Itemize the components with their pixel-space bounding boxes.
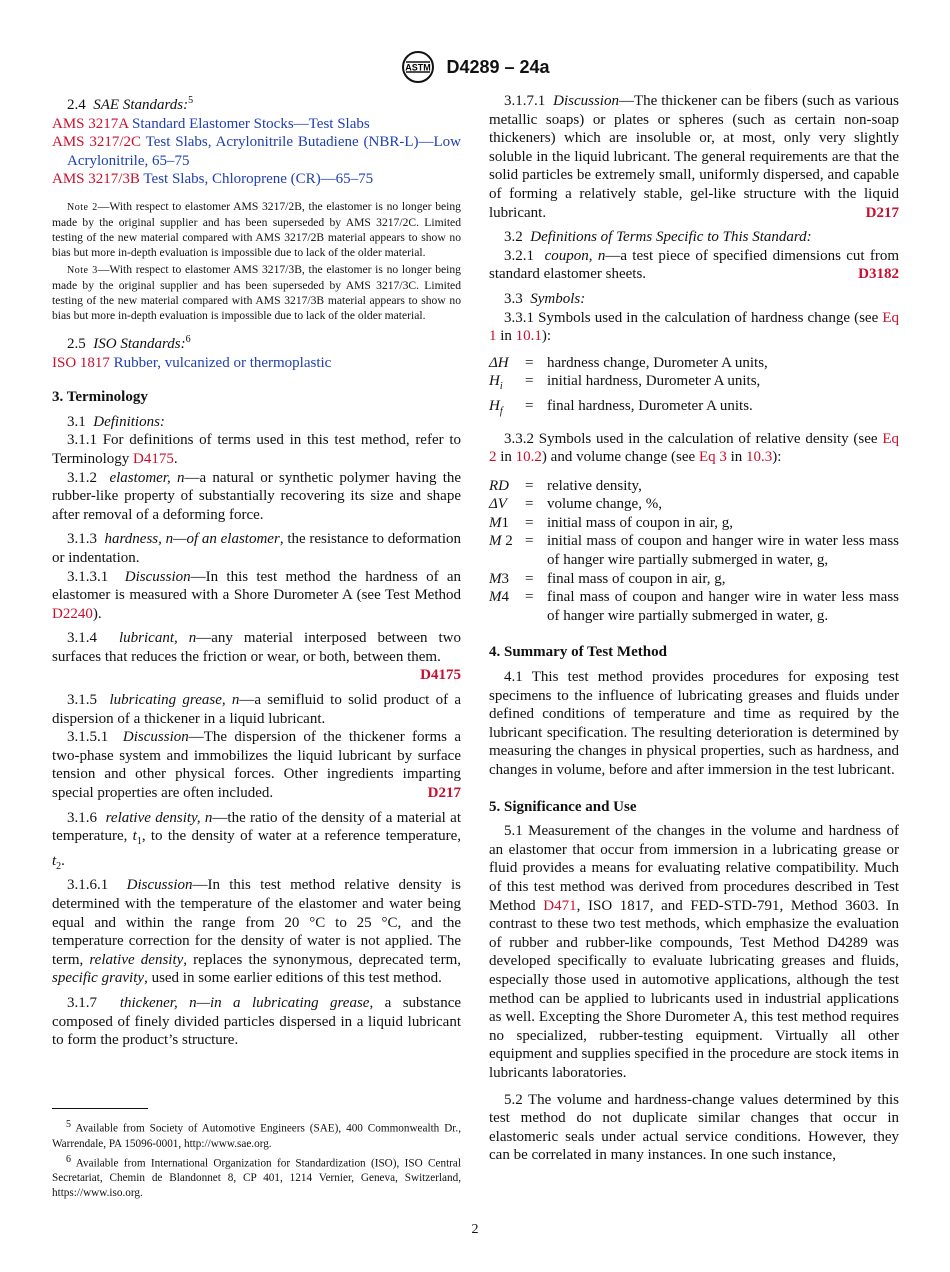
d4175-link[interactable]: D4175: [133, 450, 174, 467]
para-3-2: 3.2 Definitions of Terms Specific to This Standard:: [504, 229, 812, 246]
para-3-1-6: 3.1.6 relative density, n—the ratio of the density of a material at temperature, $t_1$, to the density of water at a reference temperature, $t_2$.: [52, 809, 461, 872]
page-header: [0, 50, 950, 84]
footnote-6: $^6$ Available from International Organization for Standardization (ISO), ISO Central Secretariat, Chemin de Blandonnet 8, CP 401, 1214 Vernier, Geneva, Switzerland, https://www.iso.org.: [52, 1153, 461, 1200]
d4175-source-code[interactable]: D4175: [420, 667, 461, 684]
ams-3217a-ref[interactable]: AMS 3217A Standard Elastomer Stocks—Test Slabs: [52, 115, 370, 132]
note-2: Note 2—With respect to elastomer AMS 3217/2B, the elastomer is no longer being made by the original supplier and has been superseded by AMS 3217/2C. Limited testing of the new material compared with AMS 3217/2B material appears to show no bias but more in-depth evaluation is impossible due to lack of the older material.: [52, 199, 461, 259]
para-3-1-1: 3.1.1 For definitions of terms used in this test method, refer to Terminology D4175.: [52, 432, 461, 467]
d217-source-code[interactable]: D217: [427, 785, 461, 802]
symbol-row: $H_i$ = initial hardness, Durometer A units,: [489, 373, 761, 393]
svg-text:ASTM: ASTM: [405, 62, 432, 73]
hardness-symbol-list: [489, 354, 899, 422]
para-3-1: 3.1 Definitions:: [67, 413, 165, 430]
para-3-3-1: 3.3.1 Symbols used in the calculation of hardness change (see Eq 1 in 10.1):: [489, 309, 899, 345]
para-3-1-5: 3.1.5 lubricating grease, n—a semifluid to solid product of a dispersion of a thickener in a liquid lubricant.: [52, 692, 461, 727]
para-3-1-3: 3.1.3 hardness, n—of an elastomer, the resistance to deformation or indentation.: [52, 531, 462, 566]
para-3-1-5-1: 3.1.5.1 Discussion—The dispersion of the thickener forms a two-phase system and immobilizes the liquid lubricant by surface tension and other physical forces. Other ingredients imparting special properties are often included. D217: [52, 729, 462, 802]
left-column: [52, 92, 461, 1050]
section-4-heading: 4. Summary of Test Method: [489, 644, 667, 661]
para-3-3-2: 3.3.2 Symbols used in the calculation of relative density (see Eq 2 in 10.2) and volume change (see Eq 3 in 10.3):: [489, 430, 899, 466]
para-3-1-7-1: 3.1.7.1 Discussion—The thickener can be fibers (such as various metallic soaps) or plates or spheres (such as certain non-soap thickeners) which are insoluble or, at most, only very slightly soluble in the liquid lubricant. The general requirements are that the solid particles be extremely small, uniformly dispersed, and capable of forming a relatively stable, gel-like structure with the liquid lubricant. D217: [489, 93, 899, 221]
symbol-row: M1 = initial mass of coupon in air, g,: [489, 514, 734, 531]
section-10-2-link[interactable]: 10.2: [515, 449, 542, 466]
para-4-1: 4.1 This test method provides procedures for exposing test specimens to the influence of lubricating greases and fluids under defined conditions of temperature and time as required by the lubricant specification. The resulting deterioration is determined by measuring the changes in physical properties, such as hardness, and changes in volume, before and after immersion in the test lubricant.: [489, 669, 899, 778]
para-3-1-3-1: 3.1.3.1 Discussion—In this test method the hardness of an elastomer is measured with a Shore Durometer A (see Test Method D2240).: [52, 568, 461, 622]
d471-link[interactable]: D471: [543, 897, 577, 914]
sae-heading: 2.4 SAE Standards:$^5$: [67, 95, 194, 113]
symbol-row: M4 = final mass of coupon and hanger wire in water less mass of hanger wire partially submerged in water, g.: [489, 589, 899, 624]
d3182-source-code[interactable]: D3182: [858, 266, 899, 283]
document-designation: D4289 – 24a: [446, 56, 550, 77]
iso-heading: 2.5 ISO Standards:$^6$: [67, 333, 191, 352]
d2240-link[interactable]: D2240: [52, 605, 93, 622]
ams-3217-3b-ref[interactable]: AMS 3217/3B Test Slabs, Chloroprene (CR)—65–75: [52, 171, 374, 188]
section-3-heading: 3. Terminology: [52, 389, 148, 406]
section-5-heading: 5. Significance and Use: [489, 798, 637, 815]
para-3-1-6-1: 3.1.6.1 Discussion—In this test method relative density is determined with the temperature of the elastomer and water being equal and within the range from 20 °C to 25 °C, and the temperature correction for the density of water is not applied. The term, relative density, replaces the synonymous, deprecated term, specific gravity, used in some earlier editions of this test method.: [52, 877, 462, 987]
footnote-divider: [52, 1108, 148, 1109]
symbol-row: M3 = final mass of coupon in air, g,: [489, 570, 726, 587]
para-3-1-4: 3.1.4 lubricant, n—any material interposed between two surfaces that reduces the friction or wear, or both, between them. D4175: [52, 630, 461, 684]
para-3-1-7: 3.1.7 thickener, n—in a lubricating grease, a substance composed of finely divided particles dispersed in a liquid lubricant to form the product’s structure.: [52, 994, 462, 1049]
footnotes: [52, 1117, 461, 1201]
para-5-1: 5.1 Measurement of the changes in the volume and hardness of an elastomer that occur from immersion in a lubricating grease or fluid provides a means for evaluating relative compatibility. Much of this test method was derived from procedures described in Test Method D471, ISO 1817, and FED-STD-791, Method 3603. In contrast to these two test methods, which emphasize the evaluation of rubber and rubber-like compounds, Test Method D4289 was developed specifically to evaluate lubricating greases and fluids, especially those used in automotive applications, although the test method can be applied to lubricants used in industrial applications as well. Excepting the Shore Durometer A, this test method requires no specialized, rubber-testing equipment. Virtually all other equipment and supplies specified in the procedure are stock items in lubricants laboratories.: [489, 823, 899, 1081]
page-number: 2: [471, 1222, 479, 1237]
d217-source-code-2[interactable]: D217: [865, 204, 899, 221]
note-3: Note 3—With respect to elastomer AMS 3217/3B, the elastomer is no longer being made by the original supplier and has been superseded by AMS 3217/3C. Limited testing of the new material compared with AMS 3217/3B material appears to show no bias but more in-depth evaluation is impossible due to lack of the older material.: [52, 262, 461, 322]
symbol-row: ΔV = volume change, %,: [489, 496, 662, 513]
para-3-1-2: 3.1.2 elastomer, n—a natural or synthetic polymer having the rubber-like property of substantially recovering its size and shape after removal of a deforming force.: [52, 469, 462, 523]
ams-3217-2c-ref[interactable]: AMS 3217/2C Test Slabs, Acrylonitrile Butadiene (NBR-L)—Low Acrylonitrile, 65–75: [52, 134, 461, 169]
symbol-row: RD = relative density,: [489, 477, 642, 494]
symbol-row: $H_f$ = final hardness, Durometer A units.: [489, 397, 753, 417]
section-10-3-link[interactable]: 10.3: [746, 449, 773, 466]
iso-1817-ref[interactable]: ISO 1817 Rubber, vulcanized or thermoplastic: [52, 354, 332, 371]
astm-logo-icon: [400, 50, 436, 84]
symbol-row: M 2 = initial mass of coupon and hanger wire in water less mass of hanger wire partially submerged in water, g,: [489, 533, 899, 569]
eq3-link[interactable]: Eq 3: [698, 449, 727, 466]
footnote-5: $^5$ Available from Society of Automotive Engineers (SAE), 400 Commonwealth Dr., Warrendale, PA 15096-0001, http://www.sae.org.: [52, 1119, 461, 1150]
eq1-link[interactable]: Eq 1: [489, 309, 899, 345]
density-symbol-list: [489, 477, 899, 626]
para-3-3: 3.3 Symbols:: [504, 290, 586, 307]
right-column: [489, 92, 899, 1165]
symbol-row: ΔH = hardness change, Durometer A units,: [489, 354, 768, 371]
para-3-2-1: 3.2.1 coupon, n—a test piece of specified dimensions cut from standard elastomer sheets. D3182: [489, 247, 899, 283]
eq2-link[interactable]: Eq 2: [489, 430, 899, 466]
para-5-2: 5.2 The volume and hardness-change values determined by this test method do not duplicate similar changes that occur in elastomeric seals under actual service conditions. However, they can be correlated in many instances. In one such instance,: [489, 1091, 899, 1164]
section-10-1-link[interactable]: 10.1: [515, 328, 542, 345]
